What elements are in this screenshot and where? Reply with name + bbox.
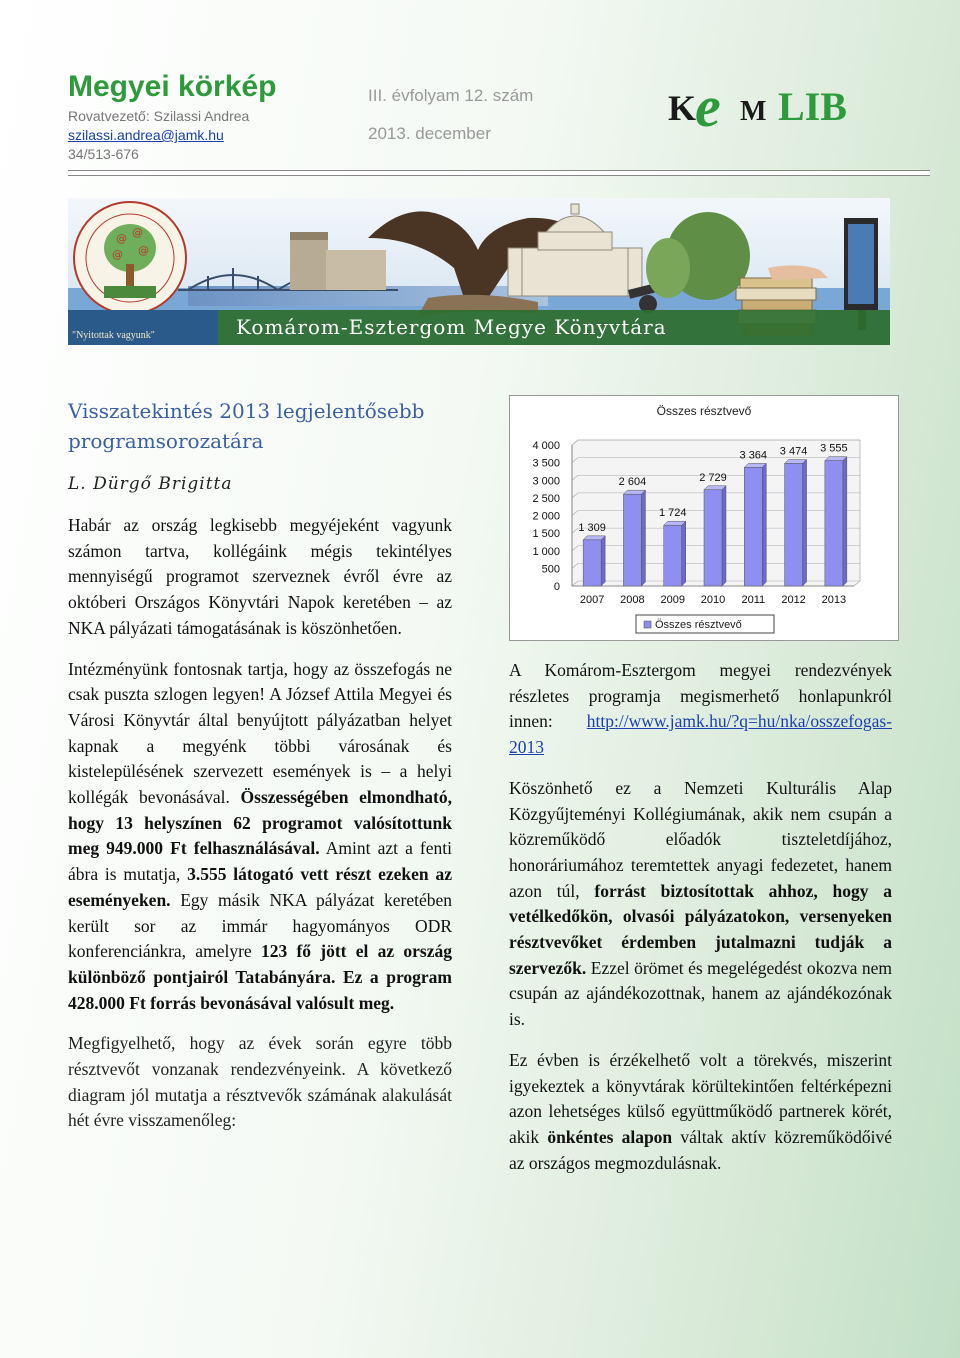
paragraph: Intézményünk fontosnak tartja, hogy az összefogás ne csak puszta szlogen legyen! A József Attila Megyei és Városi Könyvtár által benyújtott pályázatban helyet kapnak a megyénk többi városának és kistelepülésének szervezett események is – a helyi kollégák bevonásával. Összességében elmondható, hogy 13 helyszínen 62 programot valósítottunk meg 949.000 Ft felhasználásával. Amint azt a fenti ábra is mutatja, 3.555 látogató vett részt ezeken az eseményeken. Egy másik NKA pályázat keretében került sor az immár hagyományos ODR konferenciánkra, amelyre 123 fő jött el az ország különböző pontjairól Tatabányára. Ez a program 428.000 Ft forrás bevonásával valósult meg.: [68, 658, 453, 1013]
bar: [623, 494, 641, 586]
svg-text:@: @: [138, 244, 149, 257]
paragraph: A Komárom-Esztergom megyei rendezvények részletes programja megismerhető honlapunkról innen: http://www.jamk.hu/?q=hu/nka/osszefogas-2013: [509, 660, 892, 758]
bar-side: [762, 463, 766, 586]
y-tick-label: 3 500: [532, 457, 560, 470]
y-tick-label: 4 000: [532, 440, 560, 452]
y-tick-label: 1 000: [532, 545, 560, 558]
data-label: 3 364: [739, 449, 768, 462]
svg-text:@: @: [132, 226, 143, 239]
data-label: 3 555: [820, 442, 848, 455]
bar-side: [682, 521, 686, 586]
x-tick-label: 2008: [620, 594, 645, 606]
bar-side: [843, 457, 847, 586]
bar-side: [803, 460, 807, 586]
kemlib-logo: [668, 76, 883, 132]
masthead-title: Megyei körkép: [68, 70, 277, 103]
x-tick-label: 2009: [660, 594, 685, 606]
legend-swatch: [644, 621, 651, 628]
article-left-column: [68, 513, 452, 1149]
data-label: 1 309: [578, 521, 606, 534]
x-tick-label: 2013: [821, 594, 847, 606]
paragraph: Megfigyelhető, hogy az évek során egyre több résztvevőt vonzanak rendezvényeink. A következő diagram jól mutatja a résztvevők számának alakulását hét évre visszamenőleg:: [68, 1033, 452, 1131]
bar: [744, 467, 762, 586]
data-label: 3 474: [779, 445, 808, 458]
svg-text:e: e: [695, 76, 721, 132]
data-label: 1 724: [658, 507, 687, 520]
y-tick-label: 3 000: [532, 475, 560, 488]
bar: [825, 461, 843, 586]
paragraph: Ez évben is érzékelhető volt a törekvés, miszerint igyekeztek a könyvtárak körültekintően feltérképezni azon lehetséges külső együttműködő partnerek körét, akik önkéntes alapon váltak aktív közreműködőivé az országos megmozdulásnak.: [509, 1049, 893, 1173]
bar: [704, 490, 722, 586]
x-tick-label: 2012: [781, 594, 806, 606]
y-tick-label: 500: [541, 563, 560, 576]
y-tick-label: 2 500: [532, 492, 560, 505]
data-label: 2 604: [618, 476, 647, 489]
masthead-editor: Rovatvezető: Szilassi Andrea: [68, 108, 250, 124]
chart-title: Összes résztvevő: [656, 404, 752, 418]
svg-text:M: M: [740, 96, 767, 127]
bar-side: [722, 486, 726, 586]
bar: [664, 525, 682, 586]
article-heading: Visszatekintés 2013 legjelentősebb programsorozatára: [68, 399, 425, 453]
legend-label: Összes résztvevő: [655, 619, 742, 631]
article-author: L. Dürgő Brigitta: [68, 474, 233, 494]
bar-side: [601, 536, 605, 586]
masthead-email-link[interactable]: szilassi.andrea@jamk.hu: [68, 127, 224, 143]
chart-legend: [636, 615, 774, 633]
bar: [785, 464, 803, 586]
masthead-phone: 34/513-676: [68, 146, 139, 162]
x-tick-label: 2010: [700, 594, 726, 606]
data-label: 2 729: [699, 471, 727, 484]
participants-bar-chart: [509, 395, 899, 641]
article-right-column: [509, 658, 892, 1191]
issue-date: 2013. december: [368, 124, 491, 143]
banner-slogan: "Nyitottak vagyunk": [72, 330, 155, 341]
x-tick-label: 2007: [579, 594, 605, 606]
masthead-rule: [68, 170, 930, 176]
svg-text:@: @: [112, 248, 123, 261]
bar: [583, 540, 601, 586]
svg-text:@: @: [116, 232, 127, 245]
svg-text:LIB: LIB: [778, 84, 847, 129]
library-seal: [74, 202, 186, 314]
svg-text:K: K: [668, 88, 697, 128]
y-tick-label: 1 500: [532, 528, 560, 541]
y-tick-label: 2 000: [532, 510, 560, 523]
y-tick-label: 0: [553, 581, 560, 593]
x-tick-label: 2011: [741, 594, 766, 606]
library-banner: [68, 198, 890, 345]
program-link[interactable]: http://www.jamk.hu/?q=hu/nka/osszefogas-2013: [509, 711, 892, 758]
paragraph: Köszönhető ez a Nemzeti Kulturális Alap Közgyűjteményi Kollégiumának, akik nem csupán a közreműködő előadók tiszteletdíjához, honoráriumához teremtettek anyagi fedezetet, hanem azon túl, forrást biztosítottak ahhoz, hogy a vetélkedőkön, olvasói pályázatokon, versenyeken résztvevőket érdemben jutalmazni tudják a szervezők. Ezzel örömet és megelégedést okozva nem csupán az ajándékozottnak, hanem az ajándékozónak is.: [509, 777, 893, 1030]
issue-number: III. évfolyam 12. szám: [368, 86, 534, 105]
paragraph: Habár az ország legkisebb megyéjeként vagyunk számon tartva, kollégáink mégis tekintélyes mennyiségű programot szerveznek évről évre az októberi Országos Könyvtári Napok keretében – az NKA pályázati támogatásának is köszönhetően.: [68, 515, 452, 638]
bar-side: [641, 490, 645, 586]
banner-caption: Komárom-Esztergom Megye Könyvtára: [236, 315, 667, 339]
